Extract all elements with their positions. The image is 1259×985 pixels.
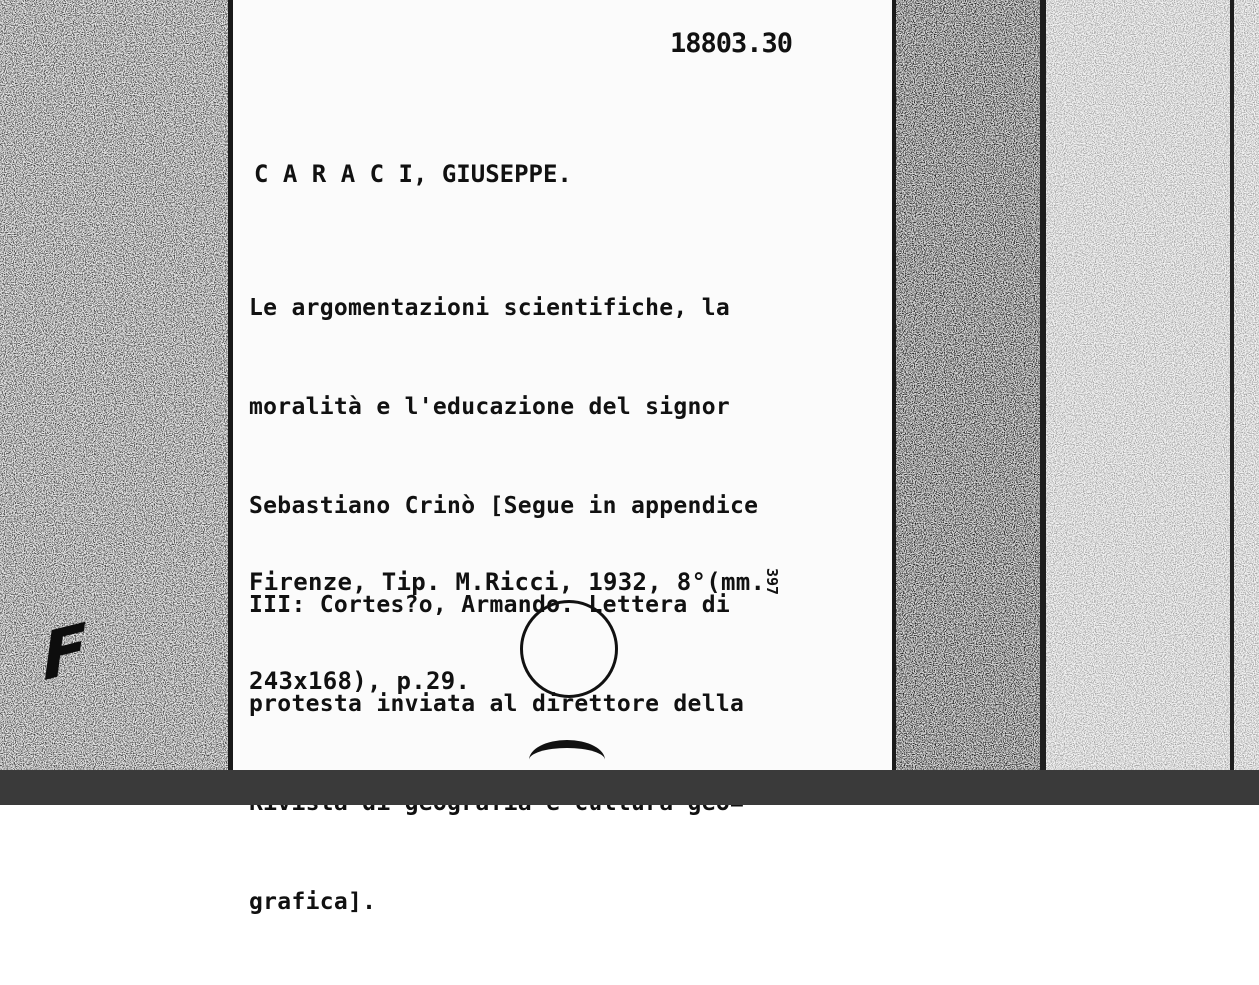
imprint-line: 243x168), p.29. bbox=[249, 667, 471, 695]
title-line: moralità e l'educazione del signor bbox=[249, 394, 731, 420]
call-number: 18803.30 bbox=[670, 28, 793, 59]
title-line: III: Cortes?o, Armando. Lettera di bbox=[249, 592, 731, 618]
drawer-rod-band bbox=[0, 770, 1259, 805]
handwritten-side-mark: 397 bbox=[763, 568, 781, 596]
author-heading: C A R A C I, GIUSEPPE. bbox=[254, 160, 572, 188]
title-line: grafica]. bbox=[249, 889, 377, 915]
imprint-line: Firenze, Tip. M.Ricci, 1932, 8°(mm. bbox=[249, 568, 766, 596]
title-line: protesta inviata al direttore della bbox=[249, 691, 745, 717]
punch-hole bbox=[520, 600, 618, 698]
catalog-card bbox=[228, 0, 896, 915]
guide-tab-letter: F bbox=[36, 607, 93, 698]
card-edge-right-1 bbox=[1040, 0, 1046, 770]
title-line: Sebastiano Crinò [Segue in appendice bbox=[249, 493, 759, 519]
title-line: Le argomentazioni scientifiche, la bbox=[249, 295, 731, 321]
card-edge-right-2 bbox=[1230, 0, 1234, 770]
imprint bbox=[249, 500, 765, 764]
